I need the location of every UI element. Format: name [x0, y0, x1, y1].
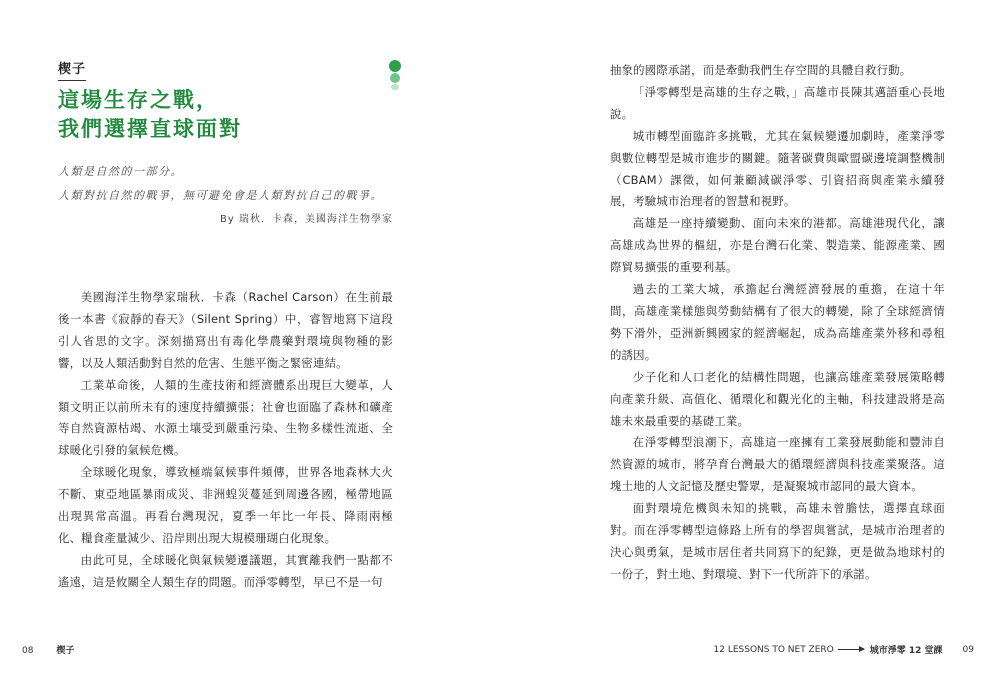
chapter-title-line-2: 我們選擇直球面對	[58, 117, 242, 141]
paragraph-continued: 抽象的國際承諾，而是牽動我們生存空間的具體自救行動。	[610, 63, 912, 77]
quote-attribution: By 瑞秋．卡森，美國海洋生物學家	[220, 214, 393, 225]
quote-line-2: 人類對抗自然的戰爭，無可避免會是人類對抗自己的戰爭。	[58, 189, 383, 202]
arrow-right-icon	[838, 649, 864, 650]
paragraph: 由此可見，全球暖化與氣候變遷議題，其實離我們一點都不遙遠，這是攸關全人類生存的問題。而淨零轉型，早已不是一句	[58, 552, 393, 589]
dot-dark	[389, 60, 401, 72]
dot-light	[391, 84, 399, 90]
book-title: 12 LESSONS TO NET ZERO	[713, 644, 834, 655]
right-body-text	[610, 60, 945, 586]
left-footer	[22, 643, 74, 656]
page-number: 09	[962, 644, 974, 655]
paragraph: 城市轉型面臨許多挑戰，尤其在氣候變遷加劇時，產業淨零與數位轉型是城市進步的關鍵。隨著碳費與歐盟碳邊境調整機制（CBAM）課徵，如何兼顧減碳淨零、引資招商與產業永續發展，考驗城市治理者的智慧和視野。	[610, 128, 945, 209]
right-page	[500, 0, 1000, 673]
chapter-title	[58, 86, 242, 144]
book-subtitle: 城市淨零 12 堂課	[869, 646, 943, 656]
paragraph: 「淨零轉型是高雄的生存之戰，」高雄市長陳其邁語重心長地說。	[610, 84, 945, 121]
page-number: 08	[22, 646, 34, 656]
paragraph: 高雄是一座持續變動、面向未來的港都。高雄港現代化，讓高雄成為世界的樞紐，亦是台灣石化業、製造業、能源產業、國際貿易擴張的重要利基。	[610, 216, 945, 275]
paragraph: 工業革命後，人類的生產技術和經濟體系出現巨大變革，人類文明正以前所未有的速度持續擴張；社會也面臨了森林和礦產等自然資源枯竭、水源土壤受到嚴重污染、生物多樣性流逝、全球暖化引發的氣候危機。	[58, 377, 393, 458]
paragraph: 面對環境危機與未知的挑戰，高雄未曾膽怯，選擇直球面對。而在淨零轉型這條路上所有的學習與嘗試，是城市治理者的決心與勇氣，是城市居住者共同寫下的紀錄，更是做為地球村的一份子，對土地、對環境、對下一代所許下的承諾。	[610, 501, 945, 581]
right-footer	[714, 643, 975, 656]
epigraph-quote	[58, 160, 393, 225]
decorative-dots-icon	[385, 60, 405, 90]
paragraph: 全球暖化現象，導致極端氣候事件頻傳，世界各地森林大火不斷、東亞地區暴雨成災、非洲蝗災蔓延到周邊各國，極帶地區出現異常高溫。再看台灣現況，夏季一年比一年長、降雨兩極化、糧食產量減少、沿岸則出現大規模珊瑚白化現象。	[58, 465, 393, 545]
quote-line-1: 人類是自然的一部分。	[58, 165, 183, 178]
paragraph: 少子化和人口老化的結構性問題，也讓高雄產業發展策略轉向產業升級、高值化、循環化和觀光化的主軸，科技建設將是高雄未來最重要的基礎工業。	[610, 369, 945, 428]
paragraph: 在淨零轉型浪潮下，高雄這一座擁有工業發展動能和豐沛自然資源的城市，將孕育台灣最大的循環經濟與科技產業聚落。這塊土地的人文記憶及歷史警眾，是凝聚城市認同的最大資本。	[610, 435, 945, 494]
left-body-text	[58, 287, 393, 594]
footer-section: 楔子	[56, 646, 75, 656]
paragraph: 過去的工業大城，承擔起台灣經濟發展的重擔，在這十年間，高雄產業樣態與勞動結構有了很大的轉變，除了全球經濟情勢下滑外，亞洲新興國家的經濟崛起，成為高雄產業外移和尋租的誘因。	[610, 282, 945, 362]
dot-mid	[390, 73, 400, 83]
section-label: 楔子	[58, 58, 86, 81]
chapter-title-line-1: 這場生存之戰，	[58, 88, 219, 112]
paragraph: 美國海洋生物學家瑞秋．卡森（Rachel Carson）在生前最後一本書《寂靜的春天》（Silent Spring）中，睿智地寫下這段引人省思的文字。深刻描寫出有毒化學農藥對環境與物種的影響，以及人類活動對自然的危害、生態平衡之緊密連結。	[58, 290, 393, 370]
